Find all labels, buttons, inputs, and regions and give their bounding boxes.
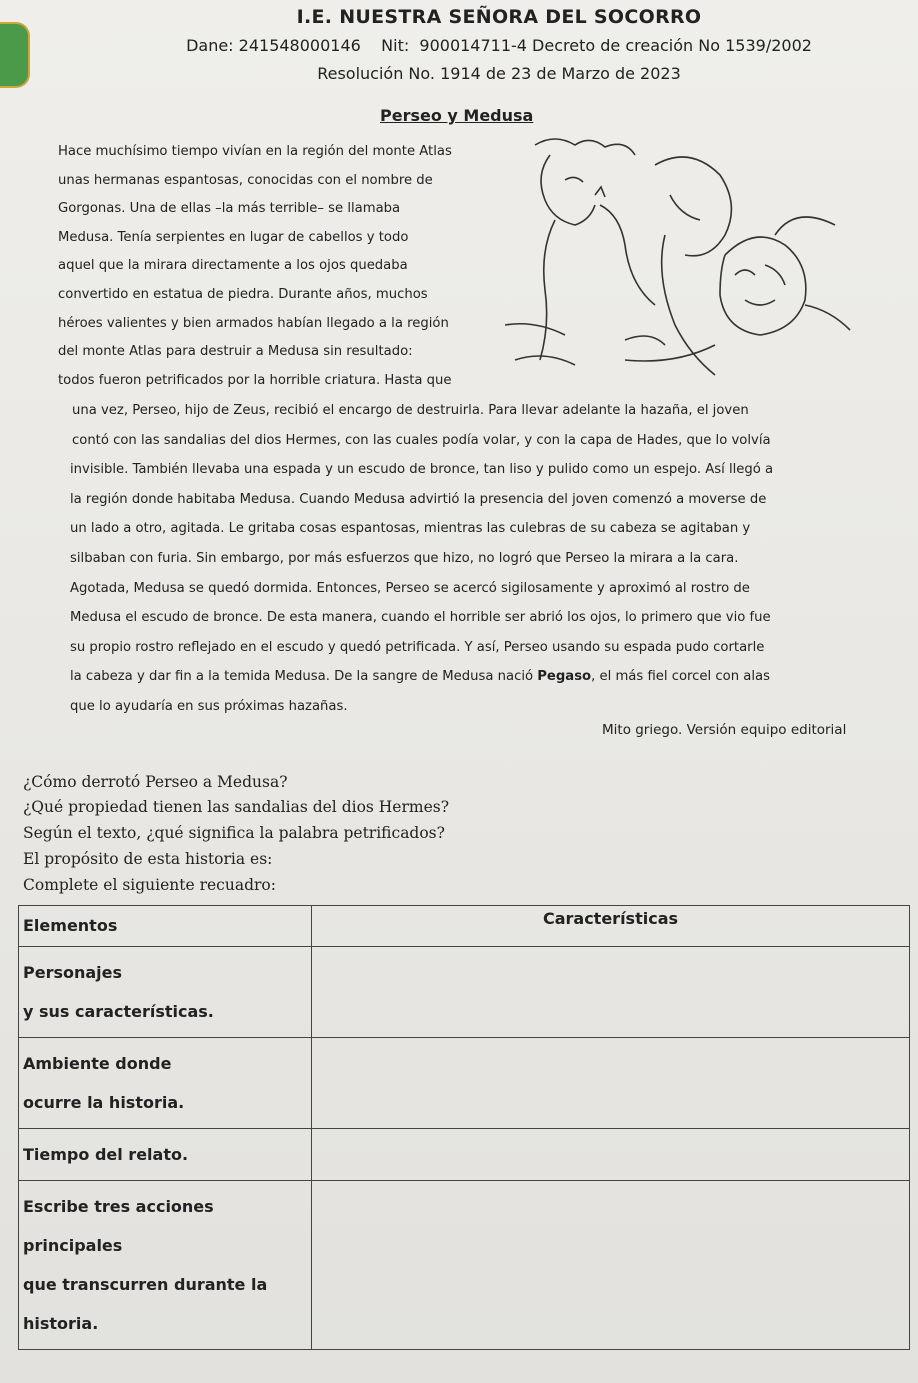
story-line: del monte Atlas para destruir a Medusa sin resultado: [58, 344, 413, 360]
story-line: Hace muchísimo tiempo vivían en la región del monte Atlas [58, 144, 452, 159]
table-header-row [19, 906, 910, 947]
story-line: Agotada, Medusa se quedó dormida. Entonces, Perseo se acercó sigilosamente y aproximó al rostro de [70, 580, 750, 596]
story-line-text: la cabeza y dar fin a la temida Medusa. De la sangre de Medusa nació [70, 669, 538, 685]
story-line: convertido en estatua de piedra. Durante años, muchos [58, 286, 428, 302]
story-line: la región donde habitaba Medusa. Cuando Medusa advirtió la presencia del joven comenzó a moverse de [70, 491, 767, 507]
table-row [19, 947, 910, 1038]
row-answer-cell[interactable] [312, 1129, 910, 1181]
story-source: Mito griego. Versión equipo editorial [602, 722, 847, 738]
question-5: Complete el siguiente recuadro: [23, 876, 276, 894]
row-label-tiempo: Tiempo del relato. [19, 1129, 312, 1181]
table-row [19, 1038, 910, 1129]
perseus-medusa-illustration [505, 125, 855, 390]
table-header-caracteristicas: Características [312, 906, 910, 947]
row-label-ambiente: Ambiente donde ocurre la historia. [19, 1038, 312, 1129]
story-line: todos fueron petrificados por la horrible criatura. Hasta que [58, 372, 452, 388]
row-label-personajes: Personajes y sus características. [19, 947, 312, 1038]
row-answer-cell[interactable] [312, 947, 910, 1038]
pegaso-word: Pegaso [537, 669, 592, 685]
question-1: ¿Cómo derrotó Perseo a Medusa? [23, 773, 288, 791]
story-line: Medusa el escudo de bronce. De esta manera, cuando el horrible ser abrió los ojos, lo primero que vio fue [70, 610, 771, 626]
table-header-elementos: Elementos [19, 906, 312, 947]
story-line: un lado a otro, agitada. Le gritaba cosas espantosas, mientras las culebras de su cabeza se agitaban y [70, 521, 751, 537]
row-answer-cell[interactable] [312, 1181, 910, 1350]
school-resolution: Resolución No. 1914 de 23 de Marzo de 2023 [317, 64, 681, 83]
elements-table [18, 905, 910, 1350]
school-logo-icon [0, 22, 30, 88]
table-row [19, 1181, 910, 1350]
school-ids: Dane: 241548000146 Nit: 900014711-4 Decreto de creación No 1539/2002 [186, 36, 812, 55]
story-line: héroes valientes y bien armados habían llegado a la región [58, 315, 449, 331]
row-label-acciones: Escribe tres acciones principales que transcurren durante la historia. [19, 1181, 312, 1350]
row-answer-cell[interactable] [312, 1038, 910, 1129]
story-line: aquel que la mirara directamente a los ojos quedaba [58, 258, 408, 274]
story-line-text: , el más fiel corcel con alas [591, 669, 770, 685]
story-line: Medusa. Tenía serpientes en lugar de cabellos y todo [58, 229, 409, 245]
story-line: silbaban con furia. Sin embargo, por más esfuerzos que hizo, no logró que Perseo la mirara a la cara. [70, 550, 739, 566]
story-line: invisible. También llevaba una espada y un escudo de bronce, tan liso y pulido como un espejo. Así llegó a [70, 462, 774, 478]
table-row [19, 1129, 910, 1181]
school-name: I.E. NUESTRA SEÑORA DEL SOCORRO [296, 6, 702, 28]
question-4: El propósito de esta historia es: [23, 850, 273, 868]
story-line: que lo ayudaría en sus próximas hazañas. [70, 698, 348, 714]
story-line: una vez, Perseo, hijo de Zeus, recibió el encargo de destruirla. Para llevar adelante la hazaña, el joven [72, 403, 749, 418]
story-paragraph-top [58, 138, 452, 395]
story-line: su propio rostro reflejado en el escudo y quedó petrificada. Y así, Perseo usando su espada pudo cortarle [70, 639, 765, 655]
story-line: unas hermanas espantosas, conocidas con el nombre de [58, 172, 433, 188]
story-paragraph-bottom [70, 396, 773, 722]
story-title: Perseo y Medusa [380, 106, 534, 125]
story-line: Gorgonas. Una de ellas –la más terrible– se llamaba [58, 201, 401, 217]
question-2: ¿Qué propiedad tienen las sandalias del dios Hermes? [23, 798, 450, 816]
story-line: contó con las sandalias del dios Hermes, con las cuales podía volar, y con la capa de Hades, que lo volvía [72, 432, 771, 448]
story-line [70, 662, 773, 692]
question-3: Según el texto, ¿qué significa la palabra petrificados? [23, 824, 445, 842]
